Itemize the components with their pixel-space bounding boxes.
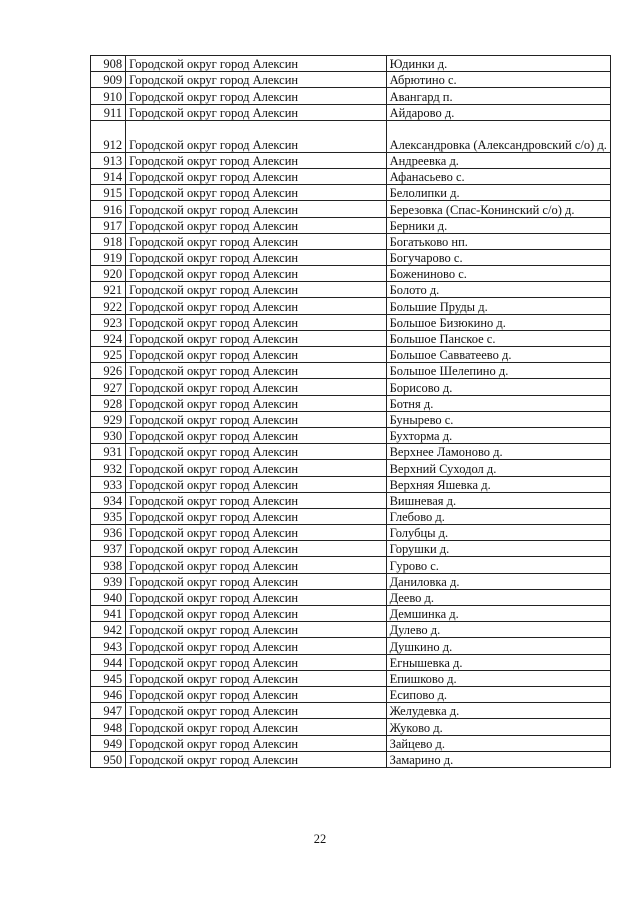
row-number: 909	[91, 72, 126, 88]
row-number: 935	[91, 508, 126, 524]
row-number: 936	[91, 525, 126, 541]
district-cell: Городской округ город Алексин	[126, 168, 387, 184]
table-row	[91, 508, 611, 524]
table-row	[91, 735, 611, 751]
row-number: 932	[91, 460, 126, 476]
table-row	[91, 476, 611, 492]
table-row	[91, 703, 611, 719]
district-cell: Городской округ город Алексин	[126, 476, 387, 492]
row-number: 945	[91, 670, 126, 686]
settlement-cell: Бухторма д.	[386, 427, 610, 443]
settlement-cell: Большое Бизюкино д.	[386, 314, 610, 330]
district-cell: Городской округ город Алексин	[126, 541, 387, 557]
settlement-cell: Даниловка д.	[386, 573, 610, 589]
district-cell: Городской округ город Алексин	[126, 735, 387, 751]
settlement-cell: Большое Савватеево д.	[386, 347, 610, 363]
table-row	[91, 152, 611, 168]
table-row	[91, 185, 611, 201]
row-number: 910	[91, 88, 126, 104]
settlement-cell: Белолипки д.	[386, 185, 610, 201]
district-cell: Городской округ город Алексин	[126, 460, 387, 476]
table-row	[91, 492, 611, 508]
row-number: 923	[91, 314, 126, 330]
settlement-cell: Божениново с.	[386, 266, 610, 282]
row-number: 942	[91, 622, 126, 638]
row-number: 939	[91, 573, 126, 589]
table-row	[91, 622, 611, 638]
table-row	[91, 638, 611, 654]
settlement-cell: Горушки д.	[386, 541, 610, 557]
table-row	[91, 751, 611, 767]
settlement-cell: Большое Шелепино д.	[386, 363, 610, 379]
table-row	[91, 411, 611, 427]
district-cell: Городской округ город Алексин	[126, 654, 387, 670]
district-cell: Городской округ город Алексин	[126, 573, 387, 589]
district-cell: Городской округ город Алексин	[126, 282, 387, 298]
district-cell: Городской округ город Алексин	[126, 120, 387, 152]
settlement-cell: Верхняя Яшевка д.	[386, 476, 610, 492]
district-cell: Городской округ город Алексин	[126, 395, 387, 411]
row-number: 924	[91, 330, 126, 346]
district-cell: Городской округ город Алексин	[126, 719, 387, 735]
table-row	[91, 266, 611, 282]
district-cell: Городской округ город Алексин	[126, 638, 387, 654]
district-cell: Городской округ город Алексин	[126, 427, 387, 443]
settlement-cell: Демшинка д.	[386, 606, 610, 622]
table-row	[91, 217, 611, 233]
table-row	[91, 120, 611, 152]
table-row	[91, 56, 611, 72]
district-cell: Городской округ город Алексин	[126, 525, 387, 541]
district-cell: Городской округ город Алексин	[126, 249, 387, 265]
settlement-cell: Деево д.	[386, 589, 610, 605]
settlement-cell: Замарино д.	[386, 751, 610, 767]
row-number: 919	[91, 249, 126, 265]
row-number: 918	[91, 233, 126, 249]
district-cell: Городской округ город Алексин	[126, 104, 387, 120]
row-number: 938	[91, 557, 126, 573]
row-number: 949	[91, 735, 126, 751]
settlement-cell: Александровка (Александровский с/о) д.	[386, 120, 610, 152]
district-cell: Городской округ город Алексин	[126, 201, 387, 217]
table-row	[91, 88, 611, 104]
table-row	[91, 557, 611, 573]
settlement-cell: Афанасьево с.	[386, 168, 610, 184]
settlement-cell: Душкино д.	[386, 638, 610, 654]
row-number: 915	[91, 185, 126, 201]
settlement-cell: Зайцево д.	[386, 735, 610, 751]
settlement-cell: Ботня д.	[386, 395, 610, 411]
district-cell: Городской округ город Алексин	[126, 557, 387, 573]
table-row	[91, 573, 611, 589]
row-number: 921	[91, 282, 126, 298]
settlement-cell: Березовка (Спас-Конинский с/о) д.	[386, 201, 610, 217]
table-row	[91, 460, 611, 476]
row-number: 928	[91, 395, 126, 411]
row-number: 908	[91, 56, 126, 72]
row-number: 925	[91, 347, 126, 363]
row-number: 912	[91, 120, 126, 152]
table-row	[91, 363, 611, 379]
table-row	[91, 444, 611, 460]
settlement-cell: Жуково д.	[386, 719, 610, 735]
row-number: 947	[91, 703, 126, 719]
settlement-cell: Егнышевка д.	[386, 654, 610, 670]
district-cell: Городской округ город Алексин	[126, 411, 387, 427]
row-number: 943	[91, 638, 126, 654]
row-number: 941	[91, 606, 126, 622]
row-number: 911	[91, 104, 126, 120]
table-row	[91, 541, 611, 557]
table-row	[91, 314, 611, 330]
table-row	[91, 654, 611, 670]
row-number: 914	[91, 168, 126, 184]
district-cell: Городской округ город Алексин	[126, 88, 387, 104]
district-cell: Городской округ город Алексин	[126, 508, 387, 524]
table-row	[91, 395, 611, 411]
district-cell: Городской округ город Алексин	[126, 217, 387, 233]
row-number: 931	[91, 444, 126, 460]
district-cell: Городской округ город Алексин	[126, 703, 387, 719]
table-row	[91, 168, 611, 184]
district-cell: Городской округ город Алексин	[126, 347, 387, 363]
settlement-cell: Вишневая д.	[386, 492, 610, 508]
district-cell: Городской округ город Алексин	[126, 56, 387, 72]
district-cell: Городской округ город Алексин	[126, 670, 387, 686]
settlement-cell: Гурово с.	[386, 557, 610, 573]
row-number: 933	[91, 476, 126, 492]
settlement-cell: Голубцы д.	[386, 525, 610, 541]
district-cell: Городской округ город Алексин	[126, 686, 387, 702]
settlement-cell: Дулево д.	[386, 622, 610, 638]
district-cell: Городской округ город Алексин	[126, 72, 387, 88]
settlement-cell: Богатьково нп.	[386, 233, 610, 249]
row-number: 937	[91, 541, 126, 557]
settlement-cell: Берники д.	[386, 217, 610, 233]
table-row	[91, 249, 611, 265]
settlement-cell: Глебово д.	[386, 508, 610, 524]
settlement-cell: Болото д.	[386, 282, 610, 298]
district-cell: Городской округ город Алексин	[126, 330, 387, 346]
settlement-cell: Андреевка д.	[386, 152, 610, 168]
table-row	[91, 606, 611, 622]
settlement-cell: Есипово д.	[386, 686, 610, 702]
table-row	[91, 670, 611, 686]
row-number: 946	[91, 686, 126, 702]
page-number: 22	[313, 832, 327, 846]
settlement-cell: Верхний Суходол д.	[386, 460, 610, 476]
district-cell: Городской округ город Алексин	[126, 266, 387, 282]
table-row	[91, 525, 611, 541]
table-row	[91, 379, 611, 395]
settlement-cell: Епишково д.	[386, 670, 610, 686]
row-number: 948	[91, 719, 126, 735]
table-row	[91, 719, 611, 735]
settlement-cell: Бунырево с.	[386, 411, 610, 427]
district-cell: Городской округ город Алексин	[126, 444, 387, 460]
table-row	[91, 201, 611, 217]
settlement-cell: Борисово д.	[386, 379, 610, 395]
row-number: 940	[91, 589, 126, 605]
district-cell: Городской округ город Алексин	[126, 589, 387, 605]
row-number: 916	[91, 201, 126, 217]
table-row	[91, 298, 611, 314]
settlement-cell: Верхнее Ламоново д.	[386, 444, 610, 460]
table-row	[91, 104, 611, 120]
row-number: 927	[91, 379, 126, 395]
district-cell: Городской округ город Алексин	[126, 363, 387, 379]
district-cell: Городской округ город Алексин	[126, 379, 387, 395]
settlement-cell: Авангард п.	[386, 88, 610, 104]
row-number: 934	[91, 492, 126, 508]
settlement-cell: Желудевка д.	[386, 703, 610, 719]
table-row	[91, 686, 611, 702]
district-cell: Городской округ город Алексин	[126, 492, 387, 508]
district-cell: Городской округ город Алексин	[126, 751, 387, 767]
row-number: 917	[91, 217, 126, 233]
row-number: 929	[91, 411, 126, 427]
table-row	[91, 330, 611, 346]
row-number: 913	[91, 152, 126, 168]
settlements-table-body	[91, 56, 611, 768]
settlement-cell: Юдинки д.	[386, 56, 610, 72]
row-number: 920	[91, 266, 126, 282]
settlement-cell: Абрютино с.	[386, 72, 610, 88]
table-row	[91, 427, 611, 443]
district-cell: Городской округ город Алексин	[126, 606, 387, 622]
settlements-table	[90, 55, 611, 768]
row-number: 950	[91, 751, 126, 767]
settlement-cell: Большое Панское с.	[386, 330, 610, 346]
settlement-cell: Богучарово с.	[386, 249, 610, 265]
row-number: 944	[91, 654, 126, 670]
district-cell: Городской округ город Алексин	[126, 622, 387, 638]
table-row	[91, 233, 611, 249]
district-cell: Городской округ город Алексин	[126, 298, 387, 314]
row-number: 926	[91, 363, 126, 379]
district-cell: Городской округ город Алексин	[126, 233, 387, 249]
table-row	[91, 282, 611, 298]
table-row	[91, 72, 611, 88]
row-number: 922	[91, 298, 126, 314]
settlement-cell: Большие Пруды д.	[386, 298, 610, 314]
settlement-cell: Айдарово д.	[386, 104, 610, 120]
district-cell: Городской округ город Алексин	[126, 314, 387, 330]
table-row	[91, 347, 611, 363]
district-cell: Городской округ город Алексин	[126, 152, 387, 168]
table-row	[91, 589, 611, 605]
district-cell: Городской округ город Алексин	[126, 185, 387, 201]
row-number: 930	[91, 427, 126, 443]
